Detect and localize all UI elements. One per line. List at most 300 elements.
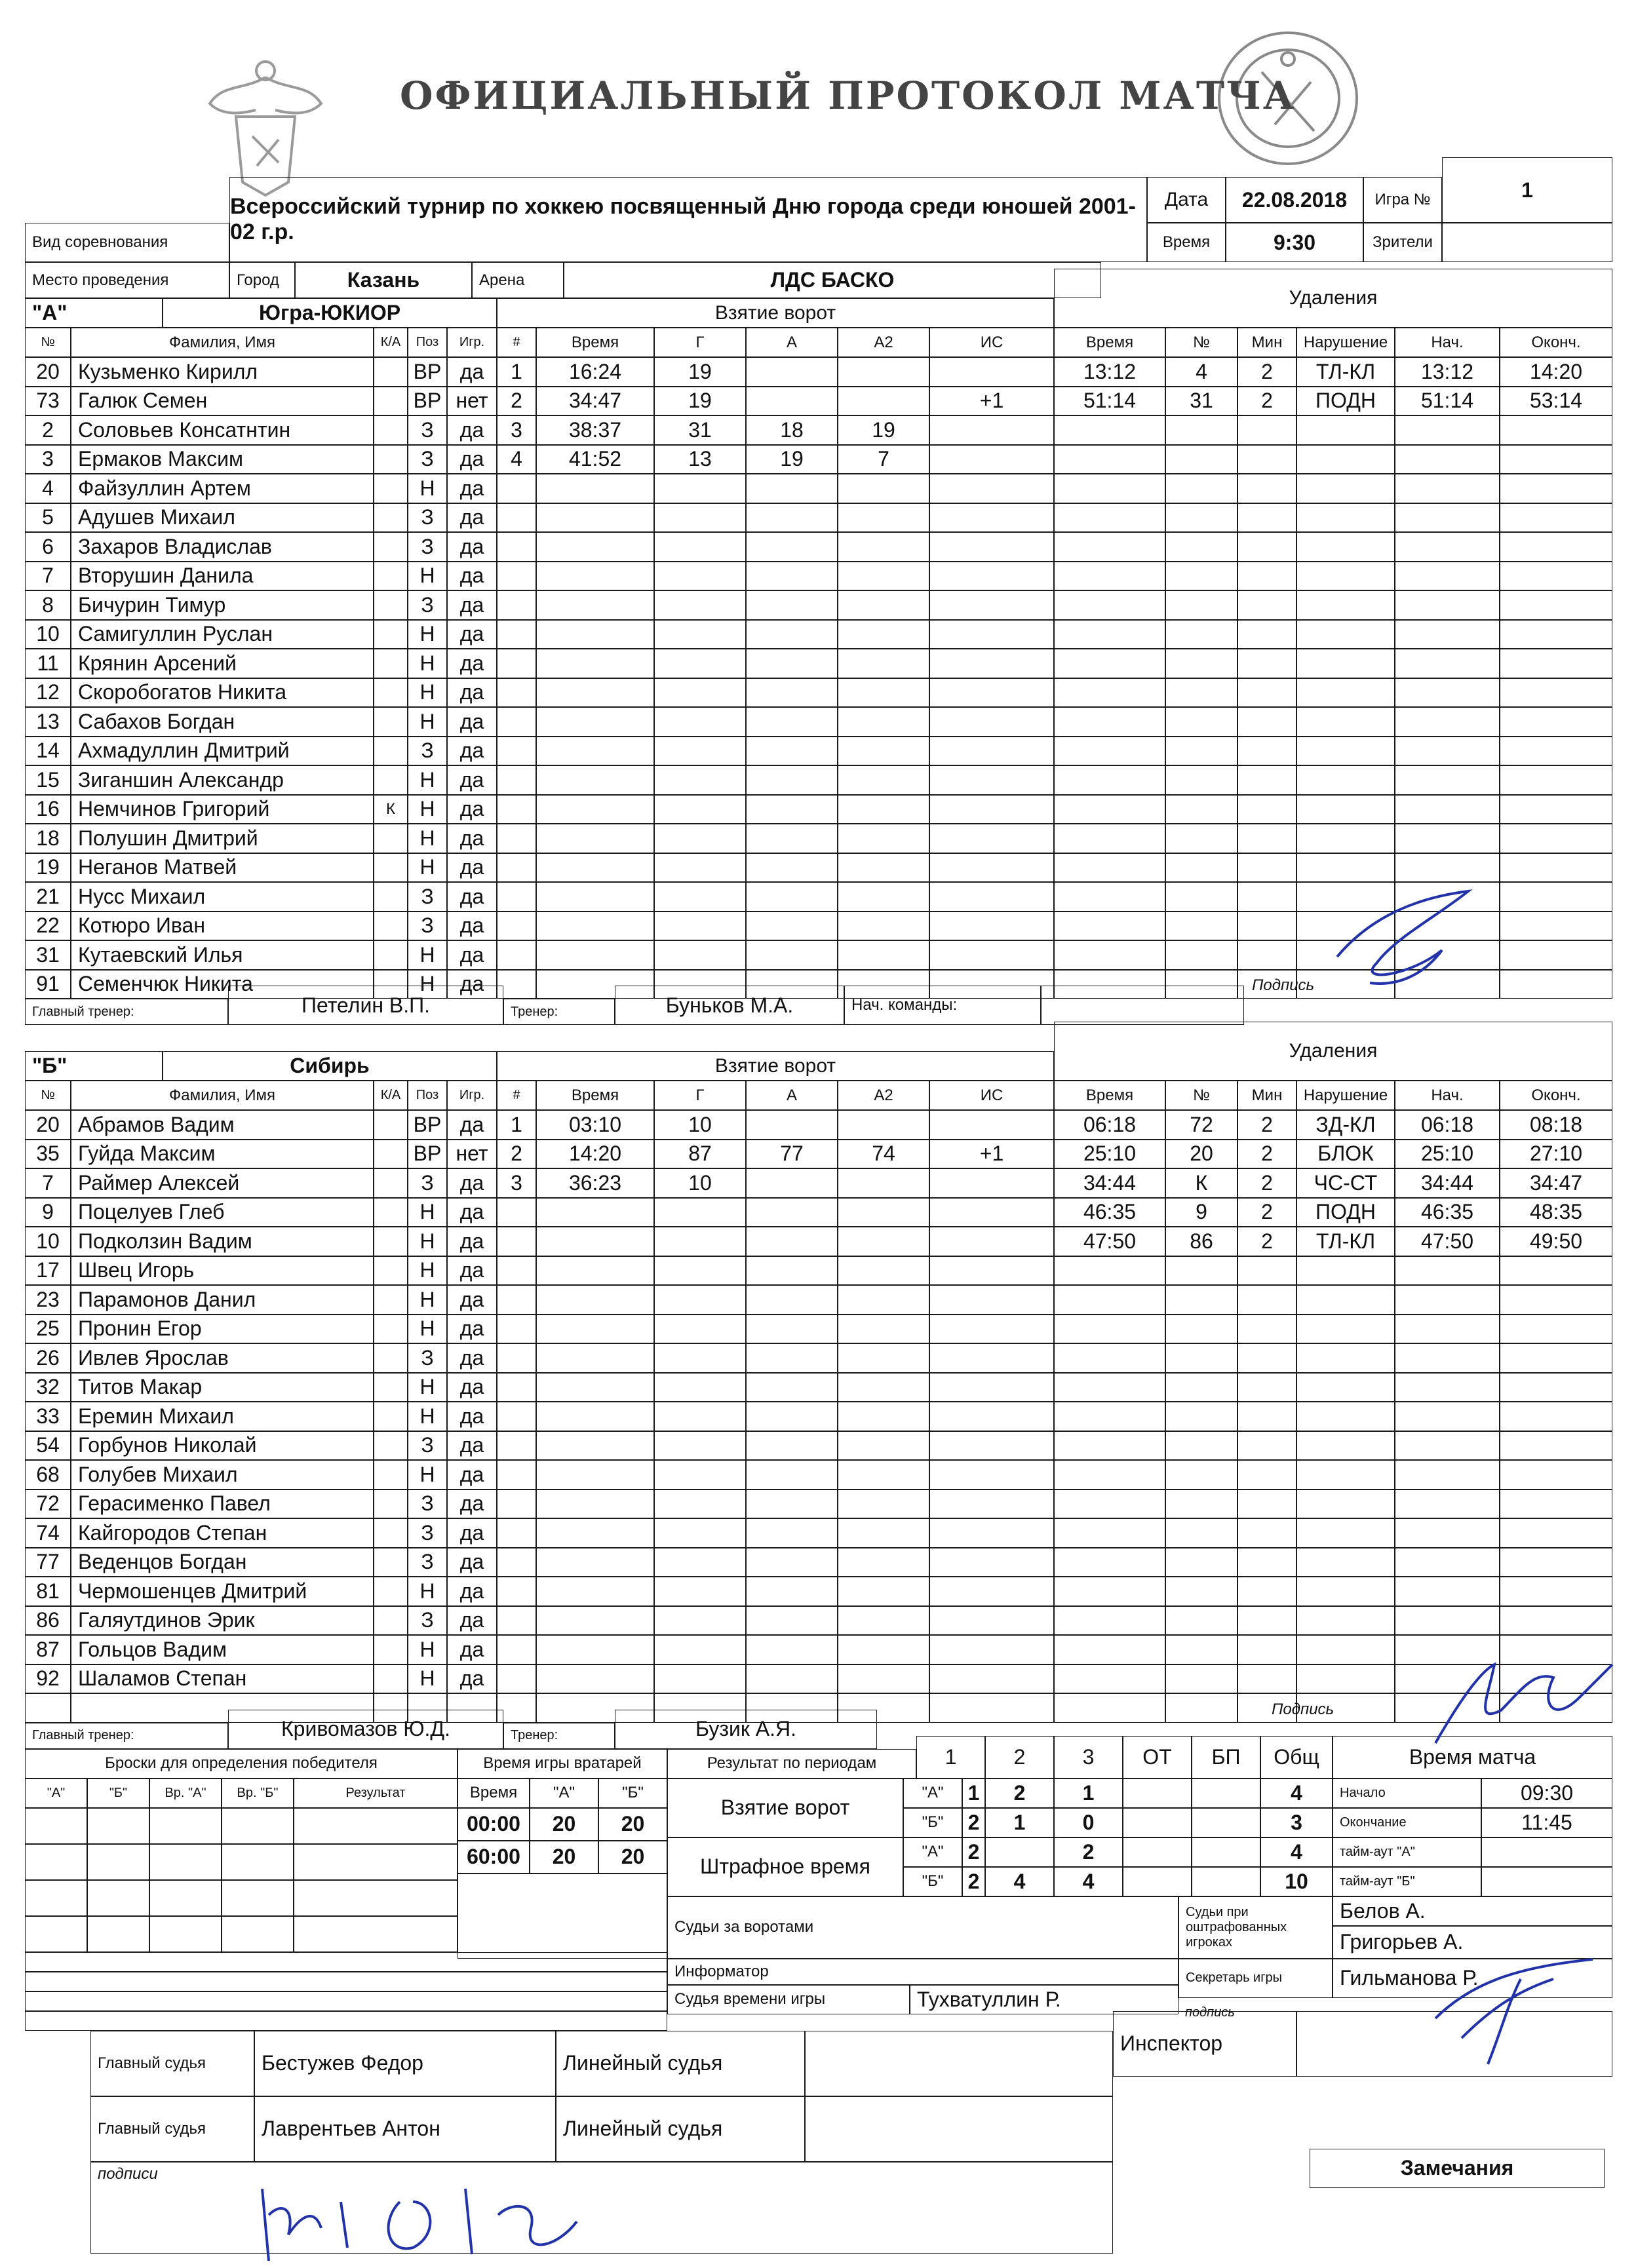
penalty-violation (1296, 1402, 1395, 1431)
penalty-time (1054, 1402, 1165, 1431)
penalty-end: 14:20 (1500, 357, 1612, 387)
goal-assist2 (838, 1402, 929, 1431)
penalty-end (1500, 912, 1612, 941)
player-name: Файзуллин Артем (71, 474, 374, 503)
penalty-end (1500, 707, 1612, 737)
goal-number (497, 532, 536, 562)
goal-scorer: 19 (654, 357, 746, 387)
goal-assist (746, 940, 838, 970)
penalty-time (1054, 503, 1165, 533)
goal-situation (929, 357, 1054, 387)
shootout-cell (294, 1844, 458, 1880)
player-name: Ахмадуллин Дмитрий (71, 737, 374, 766)
shootout-cell (222, 1808, 294, 1844)
goal-time (536, 1577, 654, 1606)
goal-assist (746, 1198, 838, 1227)
goal-time (536, 1198, 654, 1227)
col-pen-start: Нач. (1395, 1081, 1500, 1110)
goal-situation (929, 415, 1054, 445)
penalty-violation (1296, 765, 1395, 795)
player-ka (374, 1577, 408, 1606)
player-pos: Н (408, 940, 447, 970)
goal-time: 36:23 (536, 1168, 654, 1198)
player-pos: Н (408, 474, 447, 503)
shootout-cell (25, 1808, 87, 1844)
player-played: да (447, 1518, 497, 1548)
penalty-player: К (1165, 1168, 1237, 1198)
goal-time (536, 590, 654, 620)
gk-title: Время игры вратарей (458, 1749, 667, 1778)
goal-situation (929, 1518, 1054, 1548)
goal-time (536, 1285, 654, 1315)
shootout-cell (149, 1880, 222, 1916)
goal-assist2 (838, 1664, 929, 1694)
player-name: Еремин Михаил (71, 1402, 374, 1431)
penalty-end (1500, 1460, 1612, 1490)
goal-situation: +1 (929, 1140, 1054, 1169)
penalty-player (1165, 445, 1237, 474)
penalty-minutes: 2 (1237, 1227, 1296, 1256)
penalty-end (1500, 620, 1612, 649)
goal-situation (929, 940, 1054, 970)
goal-scorer: 87 (654, 1140, 746, 1169)
team-tag: "А" (25, 298, 163, 328)
penalty-violation: ЗД-КЛ (1296, 1110, 1395, 1140)
penalty-time (1054, 1548, 1165, 1577)
goal-number (497, 1198, 536, 1227)
col-is: ИС (929, 1081, 1054, 1110)
player-pos: Н (408, 765, 447, 795)
goal-time (536, 1431, 654, 1461)
document-title: ОФИЦИАЛЬНЫЙ ПРОТОКОЛ МАТЧА (400, 73, 1296, 118)
player-name: Захаров Владислав (71, 532, 374, 562)
city-value: Казань (295, 262, 472, 298)
goal-time (536, 620, 654, 649)
goal-assist (746, 1168, 838, 1198)
goal-situation (929, 882, 1054, 912)
player-name: Нусс Михаил (71, 882, 374, 912)
penalty-time (1054, 1373, 1165, 1402)
player-played: да (447, 1285, 497, 1315)
player-name: Голубев Михаил (71, 1460, 374, 1490)
goal-assist (746, 1548, 838, 1577)
player-number: 32 (25, 1373, 71, 1402)
team-name: Югра-ЮКИОР (163, 298, 497, 328)
player-name: Немчинов Григорий (71, 795, 374, 824)
penalty-violation (1296, 1315, 1395, 1344)
team-tag: "Б" (25, 1051, 163, 1081)
penalty-end (1500, 1606, 1612, 1636)
player-played: да (447, 1373, 497, 1402)
goal-time (536, 1227, 654, 1256)
goal-situation (929, 853, 1054, 883)
penalty-minutes (1237, 590, 1296, 620)
player-number: 31 (25, 940, 71, 970)
penalty-start (1395, 765, 1500, 795)
player-number: 23 (25, 1285, 71, 1315)
penalty-start (1395, 1577, 1500, 1606)
penalty-violation (1296, 795, 1395, 824)
goal-assist: 77 (746, 1140, 838, 1169)
penalty-player (1165, 678, 1237, 708)
player-pos: Н (408, 620, 447, 649)
penalty-time (1054, 1577, 1165, 1606)
goal-scorer (654, 1256, 746, 1286)
penalty-player (1165, 1548, 1237, 1577)
goal-assist2 (838, 1168, 929, 1198)
goals-team-tag: "Б" (903, 1808, 962, 1837)
goal-assist (746, 357, 838, 387)
player-name: Парамонов Данил (71, 1285, 374, 1315)
penalty-time (1054, 1315, 1165, 1344)
player-played: да (447, 707, 497, 737)
goal-scorer (654, 1285, 746, 1315)
goal-scorer (654, 1343, 746, 1373)
penalty-start (1395, 1548, 1500, 1577)
period-col: 3 (1054, 1736, 1123, 1778)
penalty-violation (1296, 1606, 1395, 1636)
goal-assist2 (838, 1110, 929, 1140)
player-number: 14 (25, 737, 71, 766)
goal-situation (929, 649, 1054, 678)
col-pen-num: № (1165, 1081, 1237, 1110)
goal-assist2: 19 (838, 415, 929, 445)
penalty-time (1054, 1664, 1165, 1694)
col-pen-min: Мин (1237, 1081, 1296, 1110)
penalty-player (1165, 503, 1237, 533)
penalty-minutes: 2 (1237, 357, 1296, 387)
goal-situation (929, 1431, 1054, 1461)
player-played: нет (447, 1140, 497, 1169)
player-pos: Н (408, 1256, 447, 1286)
goal-assist2 (838, 853, 929, 883)
player-ka (374, 649, 408, 678)
penalty-minutes: 2 (1237, 1110, 1296, 1140)
player-pos: З (408, 1490, 447, 1519)
shootout-cell (149, 1916, 222, 1952)
player-name: Гольцов Вадим (71, 1635, 374, 1664)
line-referee-label: Линейный судья (556, 2096, 805, 2162)
time-value: 9:30 (1226, 223, 1363, 262)
secretary-signature (1422, 1940, 1606, 2071)
penalty-minutes (1237, 1664, 1296, 1694)
goal-situation (929, 678, 1054, 708)
penalty-player (1165, 532, 1237, 562)
penalty-minutes: 2 (1237, 1140, 1296, 1169)
inspector-label: Инспектор (1113, 2011, 1296, 2077)
player-played: да (447, 445, 497, 474)
player-number: 77 (25, 1548, 71, 1577)
goal-situation (929, 1285, 1054, 1315)
penalty-violation (1296, 1285, 1395, 1315)
goal-situation (929, 1635, 1054, 1664)
goal-assist2 (838, 1373, 929, 1402)
penalty-time (1054, 620, 1165, 649)
penalty-time (1054, 1490, 1165, 1519)
goal-scorer (654, 737, 746, 766)
goal-scorer (654, 1664, 746, 1694)
goal-number (497, 1577, 536, 1606)
penalty-violation: ПОДН (1296, 387, 1395, 416)
shootout-col: "А" (25, 1778, 87, 1808)
penalty-minutes (1237, 678, 1296, 708)
player-ka (374, 1256, 408, 1286)
player-name: Самигуллин Руслан (71, 620, 374, 649)
player-name: Веденцов Богдан (71, 1548, 374, 1577)
penalty-player: 20 (1165, 1140, 1237, 1169)
player-number: 8 (25, 590, 71, 620)
player-ka (374, 387, 408, 416)
col-a2: А2 (838, 1081, 929, 1110)
goal-assist (746, 824, 838, 853)
penalty-player (1165, 1343, 1237, 1373)
penalty-minutes (1237, 649, 1296, 678)
goal-number (497, 678, 536, 708)
penalty-player (1165, 620, 1237, 649)
player-ka (374, 1285, 408, 1315)
player-ka (374, 1168, 408, 1198)
penalty-time: 46:35 (1054, 1198, 1165, 1227)
penalty-violation (1296, 1577, 1395, 1606)
penalty-time: 25:10 (1054, 1140, 1165, 1169)
player-played: да (447, 1460, 497, 1490)
goal-time: 38:37 (536, 415, 654, 445)
penalty-start: 47:50 (1395, 1227, 1500, 1256)
player-number: 25 (25, 1315, 71, 1344)
penalty-violation (1296, 678, 1395, 708)
match-time-value: 11:45 (1481, 1808, 1612, 1837)
goal-time (536, 1518, 654, 1548)
penalty-player (1165, 1460, 1237, 1490)
goal-time (536, 765, 654, 795)
period-col: БП (1192, 1736, 1260, 1778)
player-number: 4 (25, 474, 71, 503)
goal-assist2 (838, 1198, 929, 1227)
spectators-label: Зрители (1363, 223, 1442, 262)
match-time-title: Время матча (1333, 1736, 1612, 1778)
goal-number (497, 940, 536, 970)
goal-situation (929, 1315, 1054, 1344)
goals-cell: 1 (1054, 1778, 1123, 1808)
penalty-player (1165, 912, 1237, 941)
player-name: Кутаевский Илья (71, 940, 374, 970)
goals-title: Взятие ворот (497, 1051, 1054, 1081)
col-pen-end: Оконч. (1500, 328, 1612, 357)
player-name: Кузьменко Кирилл (71, 357, 374, 387)
penalty-time (1054, 795, 1165, 824)
main-referee-label: Главный судья (90, 2031, 254, 2096)
goal-number (497, 882, 536, 912)
goal-time (536, 532, 654, 562)
player-ka (374, 590, 408, 620)
player-played: да (447, 1256, 497, 1286)
shootout-cell (25, 1880, 87, 1916)
penalty-end (1500, 562, 1612, 591)
goals-cell (1192, 1778, 1260, 1808)
col-ka: К/А (374, 1081, 408, 1110)
penalty-minutes (1237, 853, 1296, 883)
player-ka (374, 940, 408, 970)
penalty-start (1395, 1518, 1500, 1548)
penalty-start: 25:10 (1395, 1140, 1500, 1169)
penalty-minutes (1237, 1518, 1296, 1548)
player-name: Соловьев Консатнтин (71, 415, 374, 445)
goal-scorer (654, 1490, 746, 1519)
player-name: Кайгородов Степан (71, 1518, 374, 1548)
gk-col: "А" (530, 1778, 598, 1808)
col-goal-num: # (497, 328, 536, 357)
player-name: Гуйда Максим (71, 1140, 374, 1169)
penalty-end (1500, 678, 1612, 708)
shootout-cell (294, 1916, 458, 1952)
goal-time: 03:10 (536, 1110, 654, 1140)
player-ka (374, 1431, 408, 1461)
goal-number (497, 1490, 536, 1519)
goal-assist (746, 649, 838, 678)
game-label: Игра № (1363, 177, 1442, 223)
goal-assist (746, 1431, 838, 1461)
penalty-player (1165, 1373, 1237, 1402)
goal-time (536, 1548, 654, 1577)
penalty-player: 31 (1165, 387, 1237, 416)
penalty-minutes (1237, 1548, 1296, 1577)
penalty-minutes (1237, 882, 1296, 912)
penalty-minutes (1237, 1460, 1296, 1490)
penalty-minutes (1237, 765, 1296, 795)
player-name: Титов Макар (71, 1373, 374, 1402)
penalty-minutes (1237, 912, 1296, 941)
blank-row (25, 1952, 667, 1972)
player-played: да (447, 882, 497, 912)
goal-assist2 (838, 912, 929, 941)
gk-col: Время (458, 1778, 530, 1808)
goal-scorer: 13 (654, 445, 746, 474)
player-name: Полушин Дмитрий (71, 824, 374, 853)
penalty-violation (1296, 1431, 1395, 1461)
player-number: 81 (25, 1577, 71, 1606)
player-ka (374, 1548, 408, 1577)
goals-cell: 2 (962, 1808, 985, 1837)
player-name: Швец Игорь (71, 1256, 374, 1286)
player-ka (374, 357, 408, 387)
head-coach-a: Петелин В.П. (228, 986, 503, 1025)
goal-scorer (654, 562, 746, 591)
goal-situation (929, 1664, 1054, 1694)
penalty-player (1165, 882, 1237, 912)
penalty-end: 48:35 (1500, 1198, 1612, 1227)
penalty-player (1165, 1693, 1237, 1723)
penalty-violation (1296, 1256, 1395, 1286)
player-played: да (447, 1110, 497, 1140)
player-name: Пронин Егор (71, 1315, 374, 1344)
penalty-player (1165, 649, 1237, 678)
player-number: 86 (25, 1606, 71, 1636)
goal-assist2 (838, 1577, 929, 1606)
col-pen-start: Нач. (1395, 328, 1500, 357)
remarks-label: Замечания (1310, 2149, 1605, 2188)
penalty-player (1165, 1518, 1237, 1548)
penalty-start (1395, 1343, 1500, 1373)
goals-cell: 2 (985, 1778, 1054, 1808)
pim-cell: 4 (1054, 1867, 1123, 1896)
goal-assist (746, 678, 838, 708)
penalty-minutes (1237, 503, 1296, 533)
goal-assist (746, 387, 838, 416)
goal-situation (929, 1402, 1054, 1431)
goal-situation (929, 737, 1054, 766)
goal-number (497, 1635, 536, 1664)
shootout-col: Результат (294, 1778, 458, 1808)
col-a: А (746, 328, 838, 357)
player-played: да (447, 474, 497, 503)
goal-situation (929, 1343, 1054, 1373)
penalty-time (1054, 1343, 1165, 1373)
goal-scorer (654, 765, 746, 795)
player-ka (374, 415, 408, 445)
penalty-start (1395, 1490, 1500, 1519)
city-label: Город (229, 262, 295, 298)
player-played: да (447, 1343, 497, 1373)
penalty-end (1500, 940, 1612, 970)
penalty-player (1165, 1664, 1237, 1694)
player-played: да (447, 737, 497, 766)
col-pen-time: Время (1054, 328, 1165, 357)
goal-assist2 (838, 357, 929, 387)
player-name: Неганов Матвей (71, 853, 374, 883)
penalty-player: 4 (1165, 357, 1237, 387)
goal-situation (929, 445, 1054, 474)
goal-time (536, 912, 654, 941)
player-name: Крянин Арсений (71, 649, 374, 678)
player-played: да (447, 1168, 497, 1198)
goal-time (536, 678, 654, 708)
col-g: Г (654, 1081, 746, 1110)
player-pos: ВР (408, 1110, 447, 1140)
head-coach-b: Кривомазов Ю.Д. (228, 1710, 503, 1749)
goal-assist (746, 590, 838, 620)
goal-number: 3 (497, 1168, 536, 1198)
goal-time (536, 1635, 654, 1664)
player-ka: К (374, 795, 408, 824)
player-pos: ВР (408, 357, 447, 387)
col-pen-end: Оконч. (1500, 1081, 1612, 1110)
goal-time (536, 1606, 654, 1636)
player-pos: Н (408, 970, 447, 999)
goal-assist2 (838, 1490, 929, 1519)
player-played: да (447, 853, 497, 883)
penalty-start: 13:12 (1395, 357, 1500, 387)
penalty-end: 08:18 (1500, 1110, 1612, 1140)
player-played: да (447, 824, 497, 853)
player-ka (374, 532, 408, 562)
penalty-minutes: 2 (1237, 387, 1296, 416)
col-ka: К/А (374, 328, 408, 357)
player-number: 7 (25, 562, 71, 591)
player-played: да (447, 678, 497, 708)
player-ka (374, 707, 408, 737)
penalty-violation (1296, 1490, 1395, 1519)
penalty-start (1395, 590, 1500, 620)
goal-scorer (654, 882, 746, 912)
player-pos: З (408, 1518, 447, 1548)
player-played: да (447, 562, 497, 591)
player-pos: Н (408, 1373, 447, 1402)
pim-cell (1123, 1867, 1192, 1896)
penalty-time (1054, 765, 1165, 795)
goal-assist (746, 1402, 838, 1431)
penalty-start (1395, 1460, 1500, 1490)
blank-row (25, 1991, 667, 2011)
